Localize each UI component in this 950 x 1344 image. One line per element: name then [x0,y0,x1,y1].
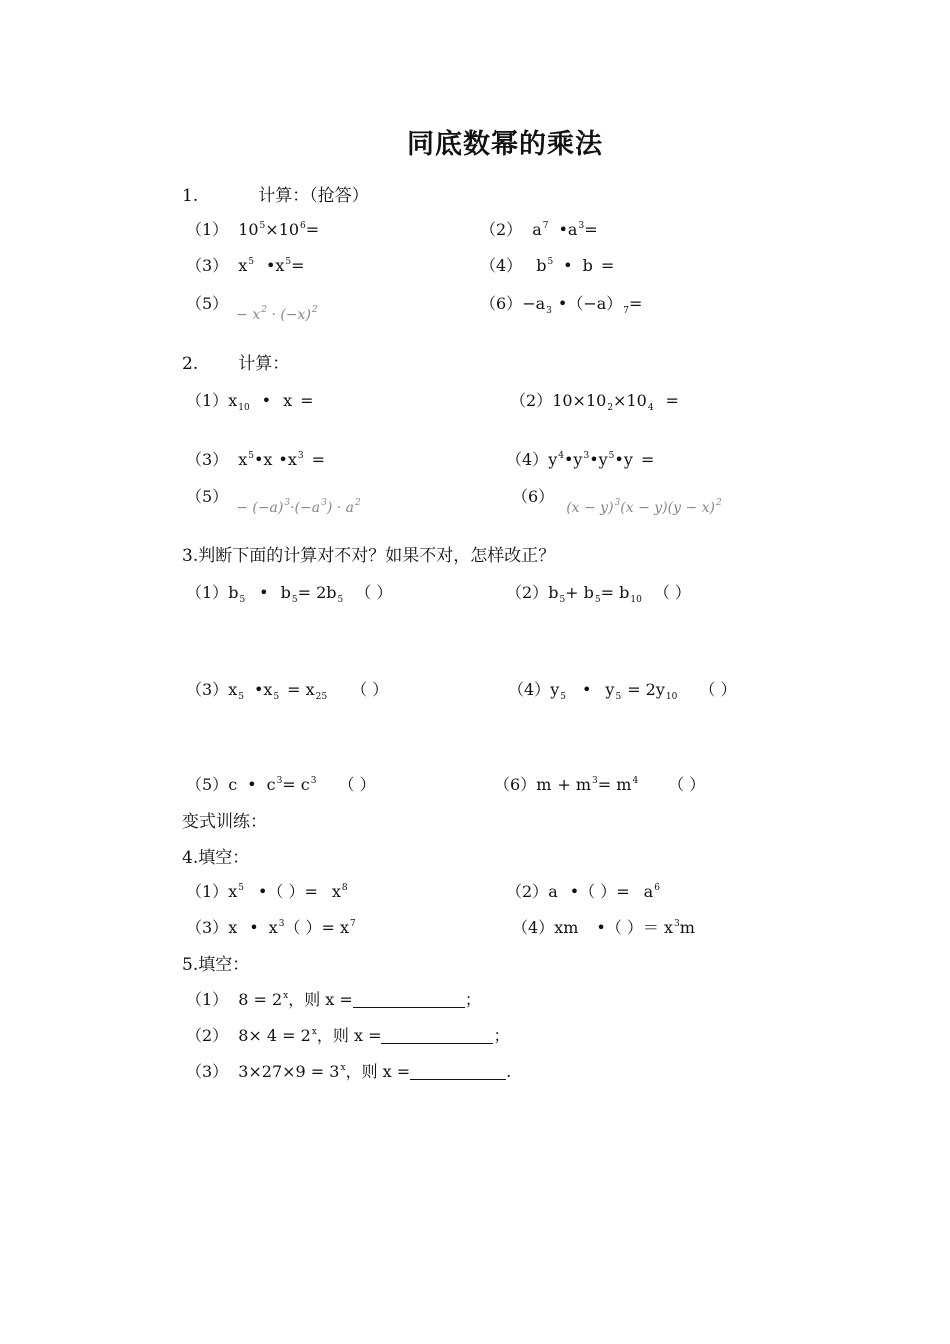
text-fragment: x [283,391,293,410]
text-fragment: （3） [186,256,229,275]
text-fragment: = m [597,775,632,794]
s2-item-1 [186,391,314,411]
s5-item-2 [186,1026,510,1046]
text-fragment: y [605,680,615,699]
text-fragment: （2） [506,583,549,602]
s3-item-3 [186,680,388,700]
s1-item-4 [480,256,614,276]
text-fragment: = [629,294,643,313]
text-fragment: = [300,391,314,410]
s5-item-1 [186,990,481,1010]
text-fragment: （ ） [653,583,691,602]
subscript: 5 [273,692,280,702]
text-fragment: （3） [186,680,229,699]
section-3-heading: 3.判断下面的计算对不对？如果不对，怎样改正？ [182,546,556,566]
section-2-heading [182,354,289,374]
text-fragment: （ ） [351,680,389,699]
text-fragment: ×10 [265,220,300,239]
superscript: 5 [259,221,266,231]
text-fragment: − x [236,307,261,323]
text-fragment: c [266,775,276,794]
text-fragment: •x [253,680,273,699]
text-fragment: （4） [480,256,523,275]
text-fragment: b [536,256,547,275]
text-fragment: · (−x) [267,307,311,323]
subscript: 5 [594,595,601,605]
section-1-heading [182,186,369,206]
text-fragment: x [228,918,238,937]
s3-item-5 [186,775,376,795]
text-fragment: 3×27×9 = 3 [238,1062,340,1081]
text-fragment: = [291,256,305,275]
text-fragment: （6） [494,775,537,794]
text-fragment: （3） [186,918,229,937]
s5-item-3 [186,1062,511,1082]
subscript: 5 [559,595,566,605]
superscript: 3 [578,221,585,231]
s4-item-4 [512,918,695,938]
text-fragment: 8× 4 = 2 [238,1026,311,1045]
s4-item-3 [186,918,356,938]
text-fragment: • [261,391,272,410]
text-fragment: 10×10 [552,391,607,410]
text-fragment: m [536,775,552,794]
s1-item-1 [186,220,319,240]
text-fragment: （3） [186,1062,229,1081]
superscript: 8 [341,883,348,893]
math-expression [566,500,722,516]
text-fragment: = [640,450,655,469]
text-fragment: （1） [186,220,229,239]
superscript: 3 [297,451,304,461]
text-fragment: b [228,583,239,602]
subscript: 10 [238,403,250,413]
text-fragment: •a [558,220,578,239]
text-fragment: • [259,583,269,602]
text-fragment: (x − y)(y − x) [620,500,715,516]
superscript: 7 [350,919,356,929]
text-fragment: x [238,256,248,275]
text-fragment: − (−a) [236,500,284,516]
text-fragment: a [548,882,558,901]
s1-item-5 [186,294,318,323]
text-fragment: −a [522,294,546,313]
subscript: 4 [647,403,654,413]
superscript: 6 [300,221,306,231]
text-fragment: （2） [186,1026,229,1045]
text-fragment: . [506,1062,512,1081]
text-fragment: m [679,918,695,937]
text-fragment: = c [282,775,310,794]
superscript: 3 [321,498,327,508]
text-fragment: （ ） [338,775,376,794]
subscript: 5 [291,595,298,605]
text-fragment: 1. [182,186,199,206]
superscript: 5 [285,257,292,267]
answer-blank[interactable] [381,1027,493,1044]
text-fragment: c [228,775,238,794]
superscript: 2 [311,305,318,315]
s3-item-6 [494,775,705,795]
subscript: 25 [315,692,328,702]
text-fragment: （ ）= x [284,918,350,937]
subscript: 5 [239,595,246,605]
subscript: 2 [607,403,614,413]
math-expression [236,307,317,323]
subscript: 5 [615,692,622,702]
text-fragment: = 2y [627,680,665,699]
text-fragment: x [228,882,238,901]
s4-item-2 [506,882,660,902]
page-title: 同底数幂的乘法 [407,129,603,160]
text-fragment: (x − y) [566,500,614,516]
text-fragment: （6） [480,294,523,313]
text-fragment: （3） [186,450,229,469]
text-fragment: •x [253,450,273,469]
s1-item-3 [186,256,305,276]
text-fragment: ·(−a [290,500,321,516]
text-fragment: x [268,918,278,937]
text-fragment: （ ） [699,680,737,699]
s2-item-3 [186,450,325,470]
superscript: 5 [248,257,254,267]
section-4-heading: 4.填空： [182,848,250,868]
text-fragment: （4） [506,450,549,469]
text-fragment: b [548,583,559,602]
text-fragment: （4） [512,918,555,937]
s2-item-2 [510,391,679,411]
text-fragment: ，则 x = [345,1062,411,1081]
superscript: 2 [716,498,722,508]
text-fragment: •y [614,450,633,469]
variant-training-heading: 变式训练： [182,812,267,832]
text-fragment: 10 [238,220,259,239]
superscript: 5 [238,883,244,893]
text-fragment: + b [565,583,594,602]
text-fragment: a [532,220,542,239]
text-fragment: •（ ）＝ x [596,918,674,937]
text-fragment: = x [287,680,315,699]
text-fragment: 计算： [238,354,290,374]
text-fragment: a [643,882,654,901]
superscript: 4 [632,776,639,786]
math-expression [236,500,361,516]
text-fragment: y [548,450,558,469]
text-fragment: •x [265,256,285,275]
text-fragment: = 2b [297,583,337,602]
text-fragment: •（−a） [557,294,623,313]
text-fragment: （2） [506,882,549,901]
text-fragment: = [584,220,598,239]
text-fragment: 2. [182,354,199,374]
text-fragment: ； [464,990,481,1009]
text-fragment: ，则 x = [288,990,353,1009]
subscript: 10 [630,595,642,605]
text-fragment: （5） [186,775,229,794]
subscript: 3 [546,306,552,316]
superscript: x [311,1027,317,1037]
superscript: 3 [674,919,680,929]
s2-item-6 [512,487,722,516]
text-fragment: b [582,256,593,275]
text-fragment: • [581,680,592,699]
superscript: 3 [310,776,317,786]
text-fragment: = [665,391,679,410]
s3-item-1 [186,583,392,603]
superscript: 5 [608,451,615,461]
subscript: 5 [238,692,244,702]
text-fragment: •y [563,450,583,469]
text-fragment: ) · a [326,500,355,516]
subscript: 5 [560,692,566,702]
text-fragment: （5） [186,294,229,313]
superscript: 4 [558,451,564,461]
s4-item-1 [186,882,348,902]
text-fragment: = b [600,583,630,602]
text-fragment: x [228,391,238,410]
text-fragment: （ ） [355,583,393,602]
answer-blank[interactable] [353,991,465,1008]
text-fragment: （2） [480,220,523,239]
text-fragment: x [238,450,248,469]
superscript: 3 [583,451,590,461]
text-fragment: （2） [510,391,553,410]
text-fragment: （1） [186,990,229,1009]
subscript: 7 [623,306,629,316]
subscript: 10 [665,692,678,702]
text-fragment: •y [589,450,608,469]
text-fragment: （1） [186,583,229,602]
s3-item-4 [508,680,736,700]
superscript: 6 [654,883,660,893]
text-fragment: ，则 x = [316,1026,382,1045]
text-fragment: •（ ）= [257,882,318,901]
superscript: 3 [278,919,285,929]
text-fragment: （4） [508,680,551,699]
text-fragment: = [600,256,615,275]
text-fragment: = [311,450,326,469]
text-fragment: • [249,918,259,937]
text-fragment: x [331,882,341,901]
superscript: x [283,991,289,1001]
text-fragment: •（ ）= [569,882,630,901]
superscript: 2 [261,305,267,315]
superscript: 3 [614,498,621,508]
subscript: 5 [337,595,344,605]
text-fragment: 计算：（抢答） [258,186,369,206]
text-fragment: （1） [186,882,229,901]
s1-item-6 [480,294,642,314]
superscript: 3 [592,776,598,786]
text-fragment: ； [493,1026,510,1045]
text-fragment: ×10 [613,391,647,410]
text-fragment: （1） [186,391,229,410]
superscript: 3 [276,776,283,786]
text-fragment: y [550,680,560,699]
text-fragment: • [563,256,573,275]
text-fragment: x [228,680,238,699]
superscript: x [340,1063,346,1073]
text-fragment: （5） [186,487,229,506]
text-fragment: + m [557,775,592,794]
superscript: 5 [547,257,554,267]
text-fragment: = [305,220,320,239]
text-fragment: b [280,583,291,602]
text-fragment: •x [278,450,297,469]
s2-item-4 [506,450,654,470]
text-fragment: （ ） [668,775,706,794]
s1-item-2 [480,220,598,240]
text-fragment: xm [554,918,579,937]
text-fragment: （6） [512,487,555,506]
superscript: 5 [248,451,254,461]
superscript: 3 [284,498,291,508]
section-5-heading: 5.填空： [182,955,250,975]
answer-blank[interactable] [410,1063,506,1080]
superscript: 7 [542,221,549,231]
s2-item-5 [186,487,361,516]
superscript: 2 [355,498,361,508]
text-fragment: • [247,775,257,794]
text-fragment: 8 = 2 [238,990,283,1009]
s3-item-2 [506,583,691,603]
